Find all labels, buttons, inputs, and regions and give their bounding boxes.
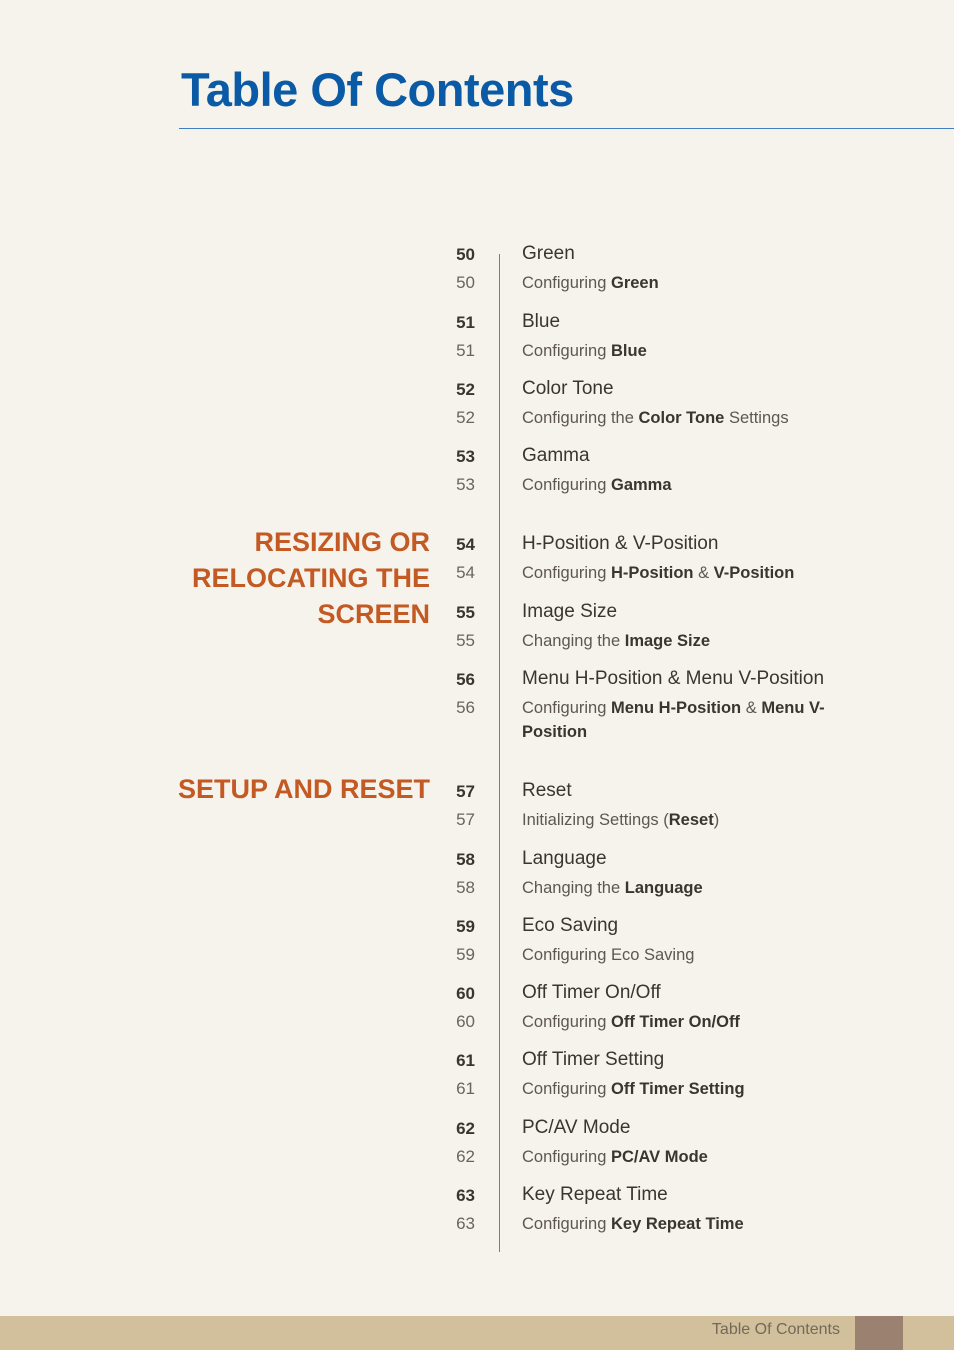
toc-entry-page-number: 60 (456, 984, 475, 1003)
toc-entry-title[interactable]: Reset (522, 780, 572, 801)
toc-entry-page-number: 61 (456, 1051, 475, 1070)
toc-subentry-fragment: & (741, 699, 762, 717)
toc-subentry-fragment: Changing the (522, 879, 625, 897)
toc-entry-title[interactable]: PC/AV Mode (522, 1117, 631, 1138)
toc-entry-page-number: 50 (456, 245, 475, 264)
toc-subentry-text[interactable] (522, 1010, 852, 1034)
toc-divider-line (499, 254, 500, 1252)
toc-subentry-page-number: 55 (456, 631, 475, 650)
toc-subentry-text[interactable] (522, 1212, 852, 1236)
toc-subentry-fragment: Configuring (522, 1148, 611, 1166)
toc-entry-page-number: 52 (456, 380, 475, 399)
toc-entry-title[interactable]: Image Size (522, 601, 618, 622)
toc-subentry-keyword: Language (624, 879, 703, 897)
toc-entry-title[interactable]: Blue (522, 311, 561, 332)
toc-entry-title[interactable]: Key Repeat Time (522, 1184, 668, 1205)
toc-entry-title[interactable]: Off Timer On/Off (522, 982, 661, 1003)
toc-subentry-fragment: Configuring (522, 476, 611, 494)
toc-subentry-text[interactable] (522, 271, 852, 295)
toc-subentry-text[interactable] (522, 473, 852, 497)
toc-entry-page-number: 55 (456, 603, 475, 622)
toc-subentry-fragment: Configuring (522, 342, 611, 360)
toc-subentry-keyword: Green (610, 274, 659, 292)
section-heading-setup: SETUP AND RESET (177, 774, 430, 804)
toc-subentry-text[interactable] (522, 406, 852, 430)
toc-entry-title[interactable]: Green (522, 243, 575, 264)
toc-subentry-keyword: Menu V-Position (522, 699, 825, 741)
section-heading-resizing: RESIZING OR RELOCATING THE SCREEN (192, 527, 430, 629)
toc-entry-title[interactable]: Color Tone (522, 378, 614, 399)
toc-subentry-page-number: 51 (456, 341, 475, 360)
toc-subentry-keyword: Gamma (610, 476, 672, 494)
toc-entry-title[interactable]: Eco Saving (522, 915, 619, 936)
toc-subentry-text[interactable] (522, 1077, 852, 1101)
page-title: Table Of Contents (181, 63, 574, 116)
toc-subentry-keyword: PC/AV Mode (610, 1148, 708, 1166)
toc-subentry-page-number: 63 (456, 1214, 475, 1233)
toc-subentry-keyword: Off Timer Setting (610, 1080, 745, 1098)
toc-subentry-page-number: 57 (456, 810, 475, 829)
toc-entry-page-number: 63 (456, 1186, 475, 1205)
toc-subentry-keyword: Image Size (624, 632, 711, 650)
toc-subentry-text[interactable] (522, 339, 852, 363)
toc-subentry-text[interactable] (522, 808, 852, 832)
toc-subentry-keyword: V-Position (713, 564, 795, 582)
toc-subentry-page-number: 61 (456, 1079, 475, 1098)
toc-subentry-fragment: Configuring the (522, 409, 639, 427)
toc-subentry-fragment: Configuring (522, 274, 611, 292)
toc-subentry-page-number: 52 (456, 408, 475, 427)
toc-subentry-page-number: 50 (456, 273, 475, 292)
toc-entry-page-number: 54 (456, 535, 475, 554)
toc-entry-title[interactable]: Gamma (522, 445, 590, 466)
toc-subentry-page-number: 56 (456, 698, 475, 717)
toc-subentry-fragment: Configuring (522, 1215, 611, 1233)
page-number-box (855, 1316, 903, 1350)
toc-subentry-page-number: 53 (456, 475, 475, 494)
toc-subentry-fragment: Configuring Eco Saving (522, 946, 695, 964)
toc-subentry-fragment: ) (713, 811, 720, 829)
toc-subentry-keyword: Off Timer On/Off (610, 1013, 740, 1031)
toc-entry-page-number: 51 (456, 313, 475, 332)
toc-subentry-text[interactable] (522, 943, 852, 967)
toc-subentry-text[interactable] (522, 696, 852, 744)
toc-entry-title[interactable]: H-Position & V-Position (522, 533, 719, 554)
toc-subentry-page-number: 60 (456, 1012, 475, 1031)
toc-subentry-keyword: Blue (610, 342, 647, 360)
toc-entry-page-number: 53 (456, 447, 475, 466)
toc-entry-title[interactable]: Menu H-Position & Menu V-Position (522, 668, 825, 689)
toc-entry-title[interactable]: Language (522, 848, 607, 869)
toc-subentry-text[interactable] (522, 876, 852, 900)
toc-subentry-fragment: Configuring (522, 699, 611, 717)
toc-subentry-page-number: 62 (456, 1147, 475, 1166)
toc-subentry-text[interactable] (522, 1145, 852, 1169)
toc-subentry-keyword: Reset (668, 811, 714, 829)
toc-subentry-page-number: 59 (456, 945, 475, 964)
toc-entry-page-number: 62 (456, 1119, 475, 1138)
toc-subentry-text[interactable] (522, 561, 852, 585)
toc-subentry-text[interactable] (522, 629, 852, 653)
toc-subentry-fragment: Initializing Settings ( (522, 811, 669, 829)
toc-subentry-fragment: Settings (724, 409, 789, 427)
title-underline (179, 128, 954, 129)
toc-entry-page-number: 58 (456, 850, 475, 869)
toc-subentry-keyword: H-Position (610, 564, 694, 582)
toc-entry-page-number: 59 (456, 917, 475, 936)
toc-subentry-page-number: 54 (456, 563, 475, 582)
toc-subentry-fragment: & (693, 564, 714, 582)
toc-entry-title[interactable]: Off Timer Setting (522, 1049, 665, 1070)
footer-bar (0, 1316, 954, 1350)
toc-entry-page-number: 56 (456, 670, 475, 689)
toc-subentry-page-number: 58 (456, 878, 475, 897)
toc-subentry-fragment: Configuring (522, 564, 611, 582)
toc-subentry-fragment: Configuring (522, 1080, 611, 1098)
toc-subentry-fragment: Configuring (522, 1013, 611, 1031)
toc-subentry-keyword: Color Tone (638, 409, 725, 427)
toc-entry-page-number: 57 (456, 782, 475, 801)
toc-subentry-keyword: Key Repeat Time (610, 1215, 744, 1233)
toc-subentry-fragment: Changing the (522, 632, 625, 650)
footer-label: Table Of Contents (711, 1321, 840, 1338)
toc-subentry-keyword: Menu H-Position (610, 699, 742, 717)
